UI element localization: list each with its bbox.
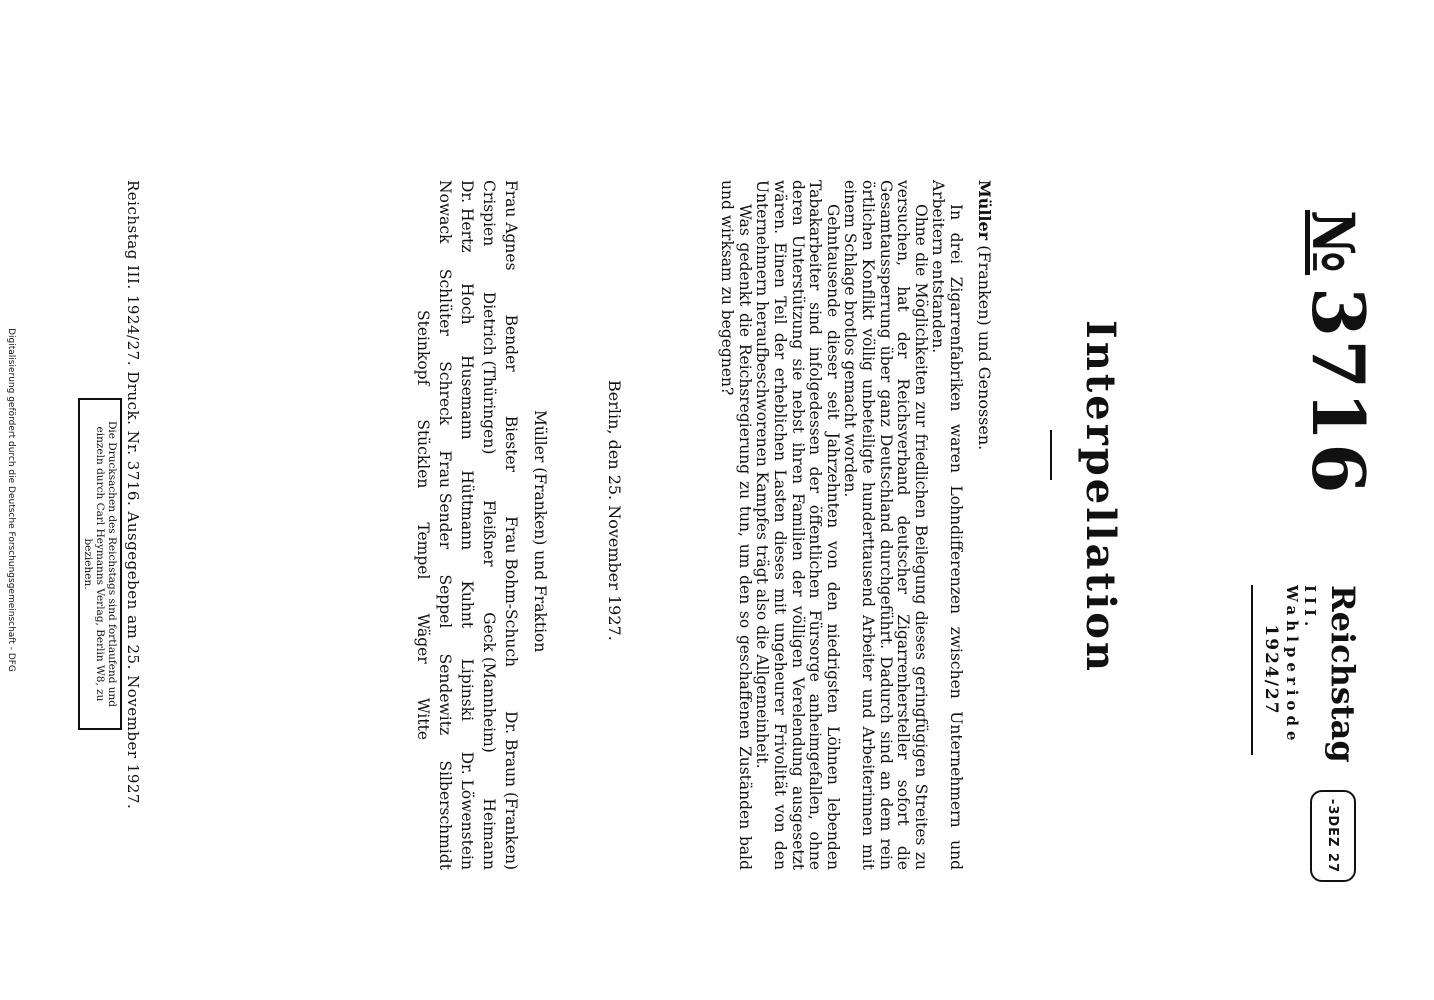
place-and-date: Berlin, den 25. November 1927. bbox=[605, 380, 624, 641]
signatory: Crispien bbox=[480, 180, 498, 247]
signatory: Biester bbox=[502, 415, 520, 473]
signatory: Witte bbox=[414, 697, 432, 741]
signatory: Heimann bbox=[480, 798, 498, 870]
signature-heading: Müller (Franken) und Fraktion bbox=[531, 410, 549, 653]
signatory: Fleißner bbox=[480, 499, 498, 567]
signatory: Silberschmidt bbox=[436, 760, 454, 870]
submitter-rest: (Franken) und Genossen. bbox=[975, 245, 994, 451]
signatory: Dr. Löwenstein bbox=[458, 751, 476, 870]
signatory-row bbox=[478, 180, 500, 870]
signatory: Nowack bbox=[436, 180, 454, 244]
signatory: Geck (Mannheim) bbox=[480, 612, 498, 753]
document-number bbox=[1296, 210, 1381, 496]
signatory-row bbox=[456, 180, 478, 870]
number-sign: № bbox=[1299, 210, 1367, 276]
submitter-line bbox=[975, 180, 994, 450]
signatory: Kuhnt bbox=[458, 580, 476, 629]
signatory: Frau Sender bbox=[436, 450, 454, 550]
signatory: Dr. Hertz bbox=[458, 180, 476, 253]
signatory: Dr. Braun (Franken) bbox=[502, 711, 520, 870]
signatory-row bbox=[500, 180, 522, 870]
period-years: 1924/27 bbox=[1251, 585, 1281, 755]
submitter-name: Müller bbox=[975, 180, 994, 241]
signatory: Lipinski bbox=[458, 658, 476, 722]
signatory: Hoch bbox=[458, 283, 476, 325]
publisher-note-box: Die Drucksachen des Reichstags sind fortlaufend und einzeln durch Carl Heymanns Verlag, Berlin W8, zu beziehen. bbox=[78, 398, 122, 730]
signatory-row bbox=[412, 180, 434, 870]
digitization-credit: Digitalisierung gefördert durch die Deutsche Forschungsgemeinschaft - DFG bbox=[6, 328, 16, 672]
wahlperiode-label: III. Wahlperiode bbox=[1283, 585, 1320, 746]
signatory: Wäger bbox=[414, 613, 432, 664]
signatory: Schlüter bbox=[436, 268, 454, 336]
print-footer: Reichstag III. 1924/27. Druck. Nr. 3716. Ausgegeben am 25. November 1927. bbox=[124, 180, 142, 810]
signatory: Bender bbox=[502, 314, 520, 372]
signatory: Seppel bbox=[436, 574, 454, 629]
signatory: Steinkopf bbox=[414, 309, 432, 386]
document-title: Interpellation bbox=[1077, 320, 1124, 674]
received-date-stamp: -3DEZ 27 bbox=[1310, 790, 1356, 882]
paragraph: Was gedenkt die Reichsregierung zu tun, um den so geschaffenen Zuständen bald und wirksam zu begegnen? bbox=[718, 180, 754, 870]
body-text bbox=[718, 180, 964, 870]
signatory: Dietrich (Thüringen) bbox=[480, 291, 498, 455]
signatory: Frau Agnes bbox=[502, 180, 520, 271]
signatories-list bbox=[412, 180, 522, 870]
signatory: Stücklen bbox=[414, 419, 432, 489]
reichstag-header bbox=[1251, 585, 1362, 763]
signatory: Hüttmann bbox=[458, 470, 476, 551]
signatory: Tempel bbox=[414, 522, 432, 580]
title-divider bbox=[1050, 430, 1052, 480]
signatory: Frau Bohm-Schuch bbox=[502, 516, 520, 667]
paragraph: In drei Zigarrenfabriken waren Lohndifferenzen zwischen Unternehmern und Arbeitern entstanden. bbox=[929, 180, 965, 870]
signatory: Schreck bbox=[436, 361, 454, 426]
paragraph: Ohne die Möglichkeiten zur friedlichen Beilegung dieses geringfügigen Streites zu versuchen, hat der Reichsverband deutscher Zigarrenhersteller sofort die Gesamtaussperrung über ganz Deutschland durchgeführt. Dadurch sind an dem rein örtlichen Konflikt völlig unbeteiligte hunderttausend Arbeiter und Arbeiterinnen mit einem Schlage brotlos gemacht worden. bbox=[841, 180, 930, 870]
paragraph: Gehntausende dieser seit Jahrzehnten von den niedrigsten Löhnen lebenden Tabakarbeiter sind infolgedessen der öffentlichen Fürsorge anheimgefallen, ohne deren Unterstützung sie nebst ihren Familien der völligen Verelendung ausgesetzt wären. Einen Teil der erheblichen Lasten dieses mit ungeheurer Frivolität von den Unternehmern heraufbeschworenen Kampfes trägt also die Allgemeinheit. bbox=[753, 180, 842, 870]
number-value: 3716 bbox=[1296, 287, 1381, 496]
signatory: Husemann bbox=[458, 355, 476, 440]
signatory: Sendewitz bbox=[436, 653, 454, 736]
signatory-row bbox=[434, 180, 456, 870]
reichstag-title: Reichstag bbox=[1324, 585, 1362, 763]
